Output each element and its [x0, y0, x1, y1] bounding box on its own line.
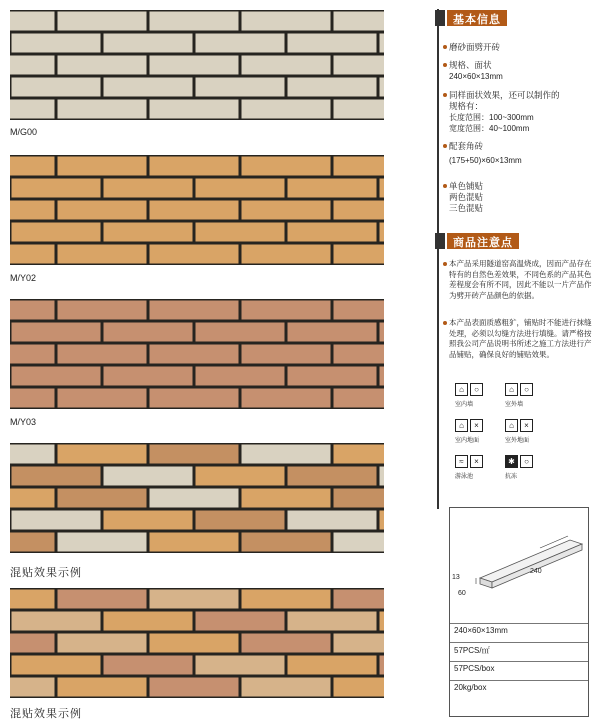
brick	[334, 245, 385, 264]
brick	[196, 78, 285, 97]
brick	[10, 678, 55, 697]
snowflake-icon: ✱	[505, 455, 518, 468]
swatch-label-5: 混贴效果示例	[10, 708, 82, 720]
tile-dimension-drawing	[450, 508, 588, 618]
brick	[288, 467, 377, 486]
brick	[380, 367, 385, 386]
brick	[58, 12, 147, 31]
brick	[58, 245, 147, 264]
brick	[334, 100, 385, 119]
brick	[288, 511, 377, 530]
brick	[104, 656, 193, 675]
brick	[104, 78, 193, 97]
wall-swatch-2	[10, 155, 384, 265]
brick	[242, 157, 331, 176]
brick	[12, 179, 101, 198]
brick	[58, 634, 147, 653]
brick	[242, 12, 331, 31]
brick	[10, 56, 55, 75]
brick	[12, 656, 101, 675]
brick	[334, 201, 385, 220]
bullet-icon	[443, 184, 447, 188]
brick	[196, 467, 285, 486]
bullet-icon	[443, 45, 447, 49]
brick	[10, 389, 55, 408]
wall-swatch-5	[10, 588, 384, 698]
brick	[58, 445, 147, 464]
brick	[104, 467, 193, 486]
brick	[104, 511, 193, 530]
wall-swatch-3	[10, 299, 384, 409]
spec-weight: 20kg/box	[450, 680, 588, 698]
brick	[12, 367, 101, 386]
pool-icon: ≈	[455, 455, 468, 468]
brick	[242, 201, 331, 220]
brick	[242, 533, 331, 552]
usage-outdoor-floor: ⌂ × 室外地面	[505, 414, 565, 448]
brick	[380, 511, 385, 530]
usage-indoor-wall: ⌂ ○ 室内墙	[455, 378, 515, 412]
bullet-icon	[443, 63, 447, 67]
brick	[10, 590, 55, 609]
brick	[334, 301, 385, 320]
brick	[196, 34, 285, 53]
brick	[58, 489, 147, 508]
brick	[150, 533, 239, 552]
brick	[288, 323, 377, 342]
note-item-1: 本产品采用隧道窑高温烧成，因而产品存在特有的自然色差效果，不同色系的产品其色差程度会有所不同，因此不能以一片产品作为劈开砖产品颜色的依据。	[449, 259, 594, 301]
brick	[242, 389, 331, 408]
brick	[334, 56, 385, 75]
indoor-wall-icon: ⌂	[455, 383, 468, 396]
usage-mark: ×	[470, 419, 483, 432]
brick	[242, 345, 331, 364]
brick	[104, 367, 193, 386]
usage-frost: ✱ ○ 抗冻	[505, 450, 565, 484]
wall-swatch-1	[10, 10, 384, 120]
brick	[334, 345, 385, 364]
brick	[380, 223, 385, 242]
info-item-1: 磨砂面劈开砖	[449, 42, 500, 53]
brick	[242, 56, 331, 75]
info-item-5: 单色铺贴 两色混贴 三色混贴	[449, 181, 483, 214]
brick	[58, 301, 147, 320]
brick	[10, 100, 55, 119]
brick	[150, 678, 239, 697]
spec-box	[449, 507, 589, 717]
brick	[12, 223, 101, 242]
brick	[150, 157, 239, 176]
brick	[58, 590, 147, 609]
brick	[242, 590, 331, 609]
brick	[10, 301, 55, 320]
note-item-2: 本产品表面质感粗犷，铺贴时不能进行抹缝处理，必须以勾缝方法进行填缝。请严格按照我公司产品说明书所述之施工方法进行产品铺贴，确保良好的铺贴效果。	[449, 318, 594, 360]
brick	[288, 612, 377, 631]
info-heading: 基本信息	[447, 10, 507, 26]
brick	[150, 634, 239, 653]
brick	[380, 323, 385, 342]
brick	[380, 34, 385, 53]
brick	[196, 323, 285, 342]
brick	[334, 634, 385, 653]
brick	[288, 656, 377, 675]
brick	[196, 511, 285, 530]
brick	[150, 100, 239, 119]
brick	[10, 533, 55, 552]
brick	[380, 179, 385, 198]
brick	[380, 612, 385, 631]
usage-mark: ○	[470, 383, 483, 396]
swatch-label-4: 混贴效果示例	[10, 567, 82, 579]
brick	[12, 467, 101, 486]
info-item-2: 规格、面状 240×60×13mm	[449, 60, 503, 82]
brick	[334, 678, 385, 697]
brick	[58, 201, 147, 220]
brick	[104, 179, 193, 198]
brick	[380, 78, 385, 97]
notes-heading: 商品注意点	[447, 233, 519, 249]
brick	[288, 367, 377, 386]
brick	[150, 301, 239, 320]
brick	[12, 34, 101, 53]
usage-mark: ○	[520, 455, 533, 468]
info-item-4: 配套角砖 (175+50)×60×13mm	[449, 141, 522, 166]
bullet-icon	[443, 93, 447, 97]
brick	[150, 12, 239, 31]
brick	[104, 612, 193, 631]
divider-line	[437, 9, 439, 509]
brick	[242, 301, 331, 320]
usage-mark: ○	[520, 383, 533, 396]
dim-length: 240	[530, 568, 542, 575]
brick	[288, 223, 377, 242]
brick	[150, 445, 239, 464]
bullet-icon	[443, 321, 447, 325]
brick	[334, 12, 385, 31]
brick	[10, 345, 55, 364]
brick	[380, 656, 385, 675]
swatch-label-1: M/G00	[10, 127, 38, 137]
bullet-icon	[443, 144, 447, 148]
brick	[58, 678, 147, 697]
spec-per-sqm: 57PCS/㎡	[450, 642, 588, 660]
brick	[196, 612, 285, 631]
brick	[12, 323, 101, 342]
brick	[334, 389, 385, 408]
brick	[150, 389, 239, 408]
info-item-3: 同样面状效果，还可以制作的 规格有： 长度范围：100~300mm 宽度范围：40~100mm	[449, 90, 560, 134]
brick	[104, 323, 193, 342]
usage-mark: ×	[520, 419, 533, 432]
brick	[242, 100, 331, 119]
brick	[150, 345, 239, 364]
brick	[288, 34, 377, 53]
brick	[334, 489, 385, 508]
brick	[242, 489, 331, 508]
brick	[150, 590, 239, 609]
brick	[58, 389, 147, 408]
brick	[334, 445, 385, 464]
outdoor-wall-icon: ⌂	[505, 383, 518, 396]
brick	[12, 612, 101, 631]
brick	[242, 678, 331, 697]
brick	[242, 245, 331, 264]
brick	[58, 56, 147, 75]
dim-width: 60	[458, 590, 466, 597]
brick	[104, 223, 193, 242]
brick	[242, 445, 331, 464]
spec-size: 240×60×13mm	[450, 623, 588, 641]
brick	[196, 367, 285, 386]
brick	[58, 345, 147, 364]
brick	[58, 100, 147, 119]
brick	[10, 245, 55, 264]
brick	[10, 12, 55, 31]
spec-per-box: 57PCS/box	[450, 661, 588, 679]
bullet-icon	[443, 262, 447, 266]
brick	[288, 78, 377, 97]
outdoor-floor-icon: ⌂	[505, 419, 518, 432]
usage-indoor-floor: ⌂ × 室内地面	[455, 414, 515, 448]
brick	[334, 590, 385, 609]
usage-outdoor-wall: ⌂ ○ 室外墙	[505, 378, 565, 412]
brick	[10, 445, 55, 464]
dim-thickness: 13	[452, 574, 460, 581]
brick	[334, 157, 385, 176]
brick	[58, 157, 147, 176]
brick	[288, 179, 377, 198]
brick	[12, 78, 101, 97]
brick	[150, 56, 239, 75]
brick	[10, 157, 55, 176]
swatch-label-2: M/Y02	[10, 273, 37, 283]
brick	[380, 467, 385, 486]
brick	[242, 634, 331, 653]
brick	[196, 223, 285, 242]
usage-pool: ≈ × 游泳池	[455, 450, 515, 484]
brick	[150, 201, 239, 220]
swatch-label-3: M/Y03	[10, 417, 37, 427]
usage-mark: ×	[470, 455, 483, 468]
brick	[150, 245, 239, 264]
brick	[10, 489, 55, 508]
brick	[10, 634, 55, 653]
brick	[10, 201, 55, 220]
wall-swatch-4	[10, 443, 384, 553]
brick	[12, 511, 101, 530]
brick	[150, 489, 239, 508]
indoor-floor-icon: ⌂	[455, 419, 468, 432]
brick	[58, 533, 147, 552]
brick	[334, 533, 385, 552]
brick	[104, 34, 193, 53]
brick	[196, 179, 285, 198]
brick	[196, 656, 285, 675]
